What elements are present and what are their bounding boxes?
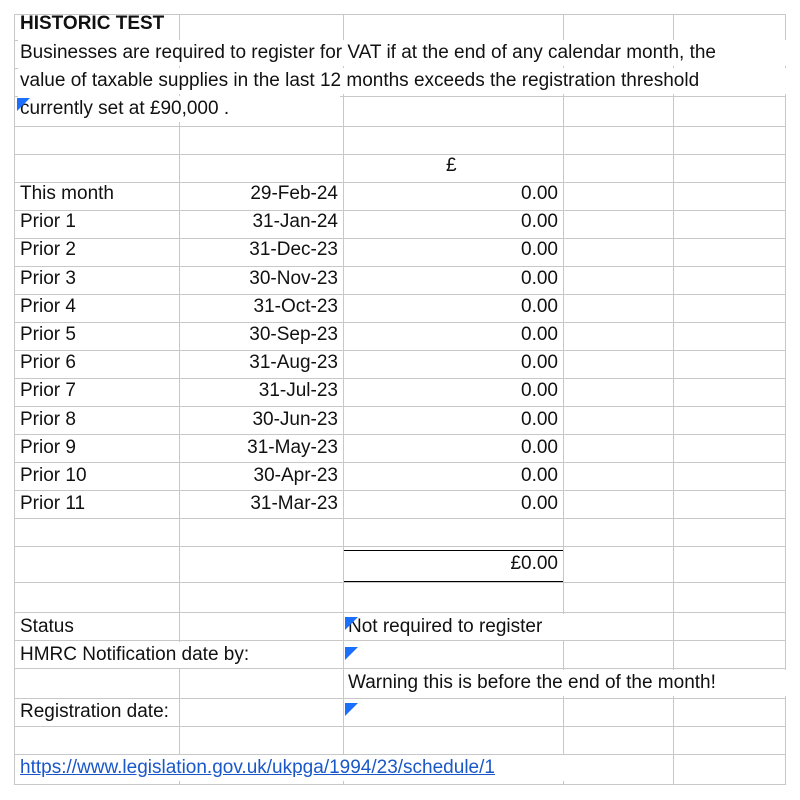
row-label[interactable]: Prior 1 (20, 211, 76, 232)
grid-row-line (14, 518, 786, 519)
grid-row-line (14, 126, 786, 127)
row-value[interactable]: 0.00 (521, 380, 558, 401)
sheet-title[interactable]: HISTORIC TEST (20, 13, 165, 34)
row-value[interactable]: 0.00 (521, 211, 558, 232)
row-label[interactable]: Prior 11 (20, 493, 86, 514)
row-value[interactable]: 0.00 (521, 324, 558, 345)
row-date[interactable]: 30-Sep-23 (249, 324, 338, 345)
row-date[interactable]: 31-May-23 (247, 437, 338, 458)
hmrc-comment-icon[interactable] (345, 647, 358, 660)
status-value[interactable]: Not required to register (345, 614, 574, 640)
row-date[interactable]: 31-Mar-23 (250, 493, 338, 514)
grid-row-line (14, 154, 786, 155)
registration-date-label[interactable]: Registration date: (20, 701, 169, 722)
intro-line-3[interactable]: currently set at £90,000 . (18, 96, 340, 122)
row-date[interactable]: 29-Feb-24 (250, 183, 338, 204)
grid-row-line (14, 612, 786, 613)
row-label[interactable]: Prior 5 (20, 324, 76, 345)
row-label[interactable]: Prior 2 (20, 239, 76, 260)
row-label[interactable]: Prior 8 (20, 409, 76, 430)
status-label[interactable]: Status (20, 616, 74, 637)
legislation-link[interactable]: https://www.legislation.gov.uk/ukpga/1994/23/schedule/1 (18, 755, 580, 781)
row-label[interactable]: Prior 7 (20, 380, 76, 401)
row-date[interactable]: 31-Jul-23 (258, 380, 338, 401)
grid-row-line (14, 640, 786, 641)
row-value[interactable]: 0.00 (521, 352, 558, 373)
hmrc-notification-label[interactable]: HMRC Notification date by: (18, 642, 342, 668)
currency-header[interactable]: £ (446, 155, 457, 176)
status-comment-icon[interactable] (345, 617, 358, 630)
row-value[interactable]: 0.00 (521, 465, 558, 486)
row-label[interactable]: Prior 9 (20, 437, 76, 458)
grid-row-line (14, 546, 786, 547)
row-value[interactable]: 0.00 (521, 296, 558, 317)
row-value[interactable]: 0.00 (521, 493, 558, 514)
row-label[interactable]: Prior 3 (20, 268, 76, 289)
total-value[interactable]: £0.00 (510, 553, 558, 574)
row-value[interactable]: 0.00 (521, 409, 558, 430)
grid-row-line (14, 668, 786, 669)
warning-message[interactable]: Warning this is before the end of the month! (345, 670, 788, 696)
row-value[interactable]: 0.00 (521, 239, 558, 260)
row-date[interactable]: 30-Apr-23 (253, 465, 338, 486)
row-value[interactable]: 0.00 (521, 268, 558, 289)
intro-line-1[interactable]: Businesses are required to register for VAT if at the end of any calendar month, the (18, 40, 788, 66)
row-date[interactable]: 30-Nov-23 (249, 268, 338, 289)
intro-line-2[interactable]: value of taxable supplies in the last 12 months exceeds the registration threshold (18, 68, 788, 94)
row-date[interactable]: 31-Dec-23 (249, 239, 338, 260)
row-label[interactable]: This month (20, 183, 114, 204)
grid-row-line (14, 582, 786, 583)
row-label[interactable]: Prior 6 (20, 352, 76, 373)
row-date[interactable]: 31-Oct-23 (253, 296, 338, 317)
row-value[interactable]: 0.00 (521, 437, 558, 458)
total-bottom-border (344, 581, 563, 582)
registration-comment-icon[interactable] (345, 703, 358, 716)
row-value[interactable]: 0.00 (521, 183, 558, 204)
row-label[interactable]: Prior 10 (20, 465, 87, 486)
grid-row-line (14, 784, 786, 785)
row-date[interactable]: 31-Jan-24 (252, 211, 338, 232)
comment-indicator-icon[interactable] (17, 98, 30, 111)
row-label[interactable]: Prior 4 (20, 296, 76, 317)
row-date[interactable]: 31-Aug-23 (249, 352, 338, 373)
grid-column-line (14, 14, 15, 785)
row-date[interactable]: 30-Jun-23 (252, 409, 338, 430)
grid-row-line (14, 726, 786, 727)
